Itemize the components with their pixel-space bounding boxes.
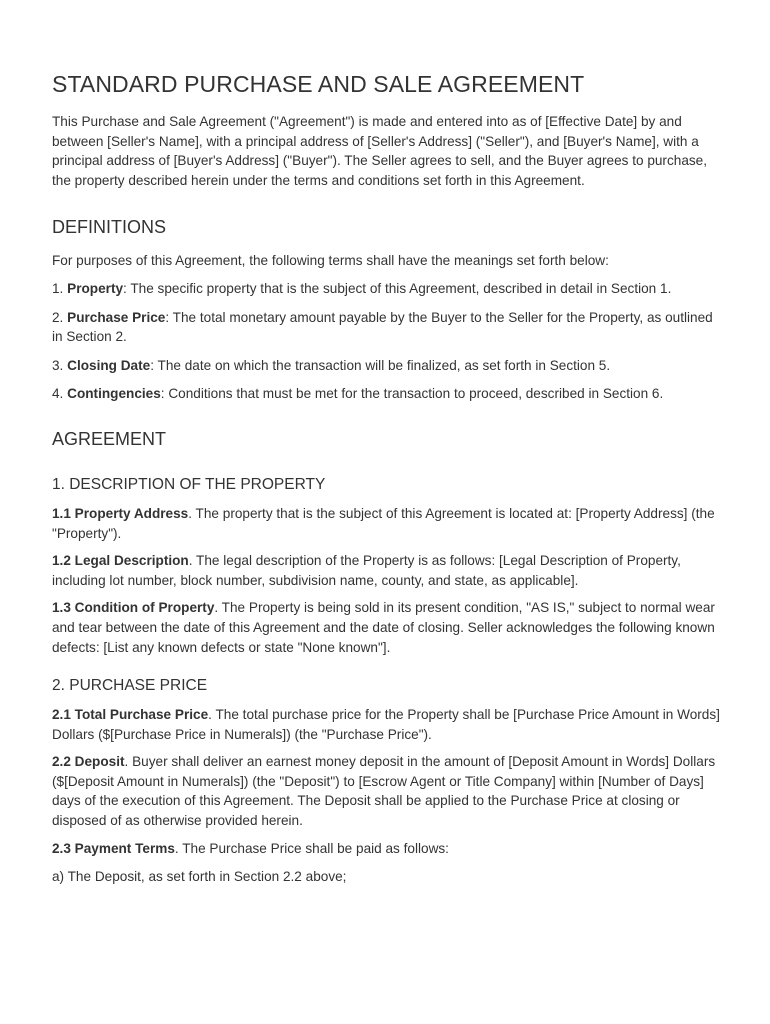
section-1-heading: 1. DESCRIPTION OF THE PROPERTY: [52, 475, 326, 493]
clause-2-2: 2.2 Deposit. Buyer shall deliver an earnest money deposit in the amount of [Deposit Amount in Words] Dollars ($[Deposit Amount in Numerals]) (the "Deposit") to [Escrow Agent or Title Company] within [Number of Days] days of the execution of this Agreement. The Deposit shall be applied to the Purchase Price at closing or disposed of as otherwise provided herein.: [52, 754, 716, 829]
agreement-heading: AGREEMENT: [52, 428, 167, 449]
intro-paragraph: This Purchase and Sale Agreement ("Agreement") is made and entered into as of [Effective Date] by and between [Seller's Name], with a principal address of [Seller's Address] ("Seller"), and [Buyer's Name], with a principal address of [Buyer's Address] ("Buyer"). The Seller agrees to sell, and the Buyer agrees to purchase, the property described herein under the terms and conditions set forth in this Agreement.: [52, 114, 708, 188]
definitions-lead: For purposes of this Agreement, the following terms shall have the meanings set forth below:: [52, 253, 609, 269]
section-2-heading: 2. PURCHASE PRICE: [52, 677, 208, 695]
clause-2-3: 2.3 Payment Terms. The Purchase Price shall be paid as follows:: [52, 840, 449, 856]
definition-item-contingencies: 4. Contingencies: Conditions that must be met for the transaction to proceed, described in Section 6.: [52, 386, 664, 402]
clause-2-3-item-a: a) The Deposit, as set forth in Section 2.2 above;: [52, 869, 347, 885]
definition-item-purchase-price: 2. Purchase Price: The total monetary amount payable by the Buyer to the Seller for the Property, as outlined in Section 2.: [52, 309, 713, 345]
definition-item-closing-date: 3. Closing Date: The date on which the transaction will be finalized, as set forth in Section 5.: [52, 357, 611, 373]
definitions-heading: DEFINITIONS: [52, 217, 167, 238]
definition-item-property: 1. Property: The specific property that is the subject of this Agreement, described in detail in Section 1.: [52, 280, 672, 296]
clause-1-1: 1.1 Property Address. The property that is the subject of this Agreement is located at: [Property Address] (the "Property").: [52, 505, 715, 541]
document-page: [52, 70, 724, 887]
clause-1-2: 1.2 Legal Description. The legal description of the Property is as follows: [Legal Description of Property, including lot number, block number, subdivision name, county, and state, as applicable].: [52, 553, 681, 588]
document-title: STANDARD PURCHASE AND SALE AGREEMENT: [52, 71, 585, 97]
clause-1-3: 1.3 Condition of Property. The Property is being sold in its present condition, "AS IS," subject to normal wear and tear between the date of this Agreement and the date of closing. Seller acknowledges the following known defects: [List any known defects or state "None known"].: [52, 600, 715, 655]
clause-2-1: 2.1 Total Purchase Price. The total purchase price for the Property shall be [Purchase Price Amount in Words] Dollars ($[Purchase Price in Numerals]) (the "Purchase Price").: [52, 707, 720, 742]
